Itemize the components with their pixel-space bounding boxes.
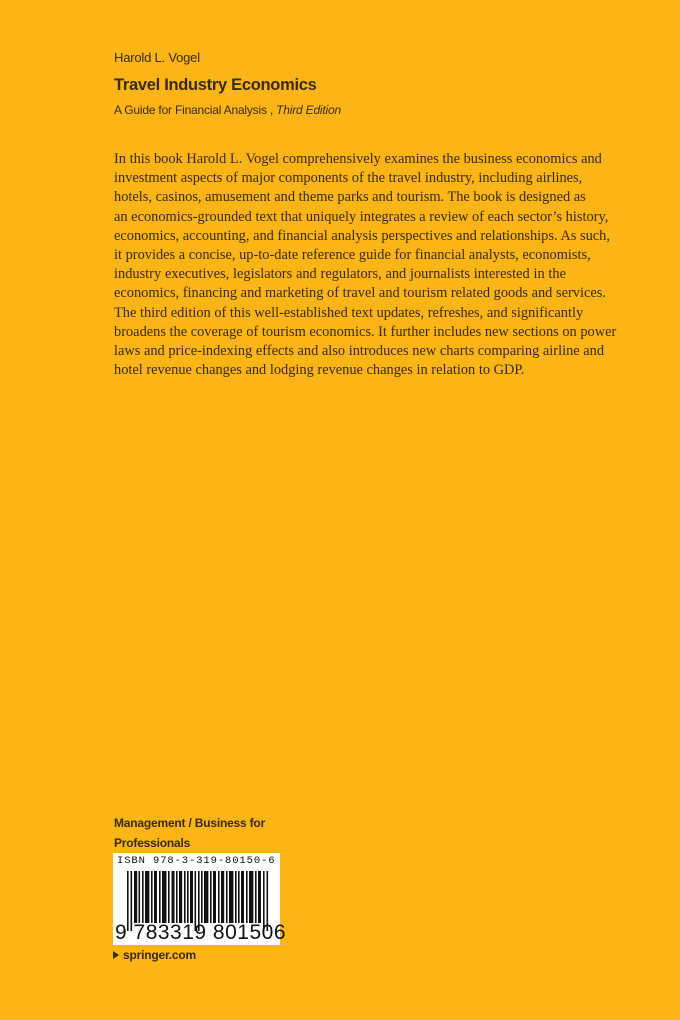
category-line: Professionals [114,836,191,850]
book-subtitle [114,103,341,117]
ean-digits: 9 783319 801506 [115,921,286,944]
blurb-line: broadens the coverage of tourism economics. It further includes new sections on power [114,323,617,340]
isbn-barcode [113,853,286,945]
blurb-line: investment aspects of major components of the travel industry, including airlines, [114,170,583,187]
blurb-line: economics, financing and marketing of travel and tourism related goods and services. [114,285,606,302]
subtitle-text: A Guide for Financial Analysis , [114,103,274,117]
blurb-line: it provides a concise, up-to-date reference guide for financial analysts, economists, [114,246,591,263]
blurb-line: an economics-grounded text that uniquely integrates a review of each sector’s history, [114,208,609,225]
blurb-line: hotel revenue changes and lodging revenue changes in relation to GDP. [114,362,525,379]
blurb-paragraph [114,150,617,380]
subject-category [114,813,294,853]
blurb-line: In this book Harold L. Vogel comprehensively examines the business economics and [114,151,602,167]
triangle-arrow-icon [113,951,119,959]
author-name: Harold L. Vogel [114,50,200,65]
publisher-link-text[interactable]: springer.com [123,948,196,962]
category-line: Management / Business for [114,816,266,830]
blurb-line: industry executives, legislators and regulators, and journalists interested in the [114,266,566,283]
book-title: Travel Industry Economics [114,76,317,94]
blurb-line: laws and price-indexing effects and also introduces new charts comparing airline and [114,342,605,359]
isbn-label: ISBN 978-3-319-80150-6 [117,855,276,867]
blurb-line: The third edition of this well-established text updates, refreshes, and significantly [114,304,584,321]
publisher-link[interactable] [113,948,196,962]
edition-text: Third Edition [276,103,341,117]
blurb-line: hotels, casinos, amusement and theme parks and tourism. The book is designed as [114,189,586,206]
blurb-line: economics, accounting, and financial analysis perspectives and relationships. As such, [114,227,610,244]
